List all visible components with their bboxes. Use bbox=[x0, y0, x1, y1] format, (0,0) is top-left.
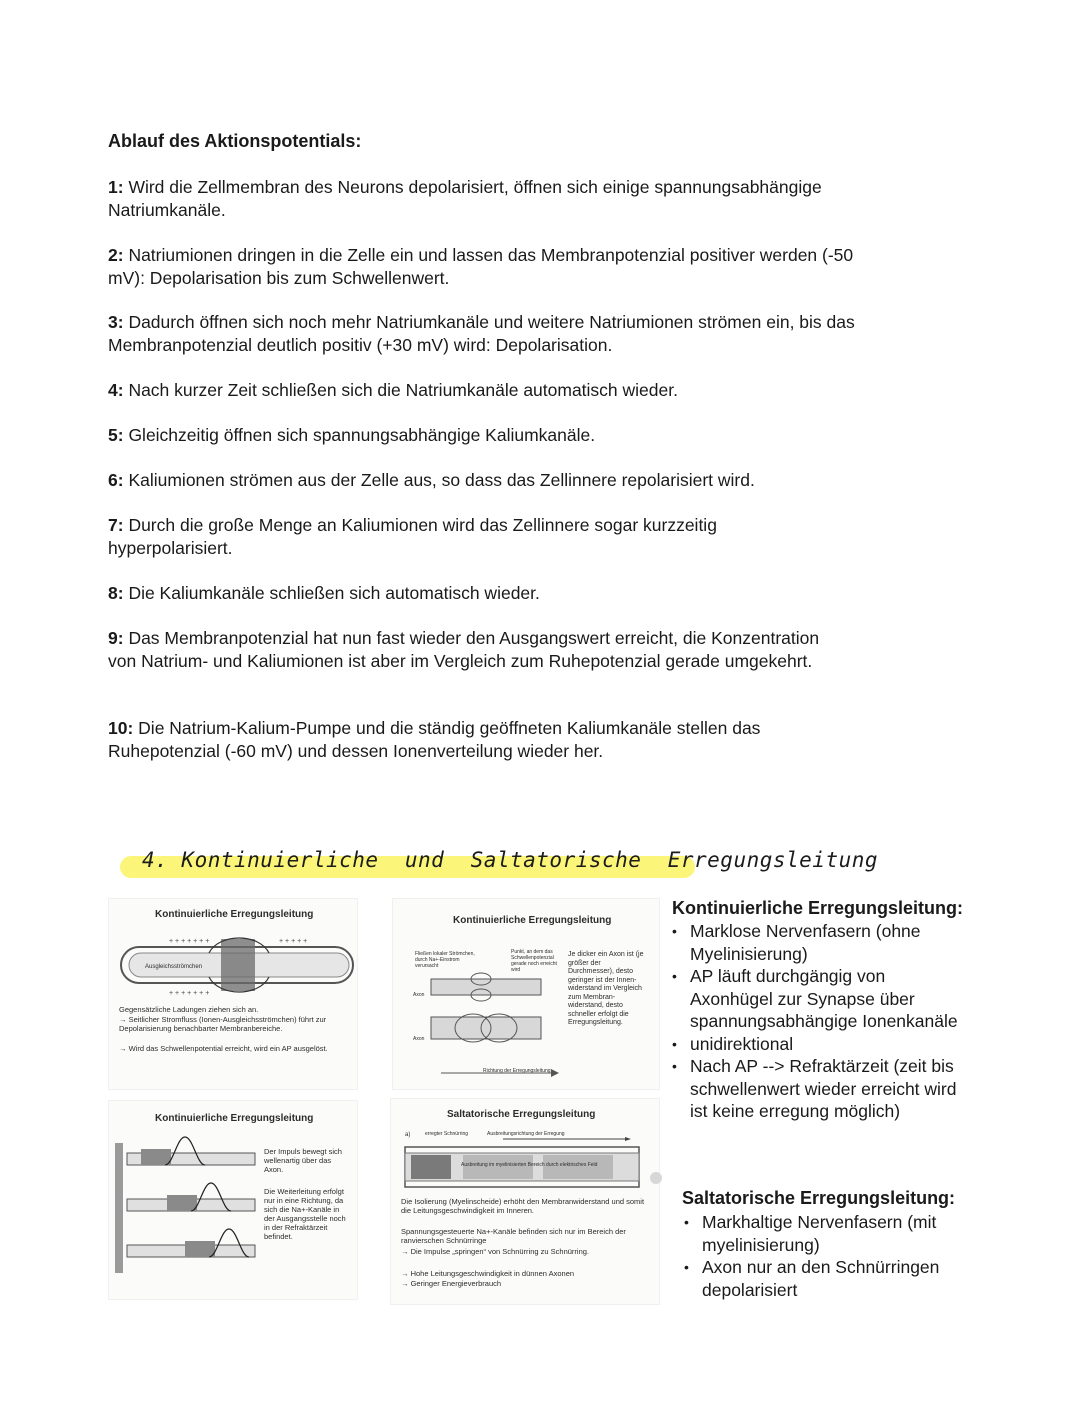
scan-text-3: → Die Impulse „springen“ von Schnürring zu Schnürring. bbox=[401, 1247, 590, 1256]
step-4: 4: Nach kurzer Zeit schließen sich die Natriumkanäle automatisch wieder. bbox=[108, 380, 678, 400]
step-7: 7: Durch die große Menge an Kaliumionen wird das Zellinnere sogar kurzzeitig hyperpolarisiert. bbox=[108, 515, 717, 558]
section-heading bbox=[120, 848, 879, 884]
diagram-label-3: Ausbreitung im myelinisierten Bereich durch elektrisches Feld bbox=[461, 1162, 598, 1168]
scan-text-2: Spannungsgesteuerte Na+-Kanäle befinden sich nur im Bereich der ranvierschen Schnürringe bbox=[401, 1227, 626, 1245]
page-title: Ablauf des Aktionspotentials: bbox=[108, 131, 362, 151]
list-item: • Marklose Nervenfasern (ohne Myelinisierung) bbox=[670, 920, 970, 965]
scan-kontinuierlich-3 bbox=[108, 1100, 358, 1300]
step-3: 3: Dadurch öffnen sich noch mehr Natriumkanäle und weitere Natriumionen strömen ein, bis das Membranpotenzial deutlich positiv (+30 mV) wird: Depolarisation. bbox=[108, 312, 855, 355]
notes-heading-saltatorisch: Saltatorische Erregungsleitung: bbox=[682, 1188, 956, 1208]
axon-label: Axon bbox=[413, 992, 425, 998]
scan-text-4: → Hohe Leitungsgeschwindigkeit in dünnen Axonen bbox=[401, 1269, 575, 1278]
scan-heading: Kontinuierliche Erregungsleitung bbox=[453, 915, 612, 926]
diagram-label-1: Fließen lokaler Strömchen, durch Na+-Einstrom verursacht bbox=[415, 951, 475, 969]
list-item: • unidirektional bbox=[670, 1033, 970, 1056]
scan-kontinuierlich-1 bbox=[108, 898, 358, 1090]
notes-heading-kontinuierlich: Kontinuierliche Erregungsleitung: bbox=[672, 898, 964, 918]
section-heading-text: 4. Kontinuierliche und Saltatorische Erregungsleitung bbox=[142, 848, 879, 872]
step-2: 2: Natriumionen dringen in die Zelle ein und lassen das Membranpotenzial positiver werden (-50 mV): Depolarisation bis zum Schwellenwert. bbox=[108, 245, 854, 288]
step-8: 8: Die Kaliumkanäle schließen sich automatisch wieder. bbox=[108, 583, 540, 603]
scan-kontinuierlich-2 bbox=[392, 898, 660, 1090]
scan-text: Je dicker ein Axon ist (je größer der Durchmesser), desto geringer ist der Innen-widerstand im Vergleich zum Membran-widerstand, desto schneller erfolgt die Erregungsleitung. bbox=[568, 951, 644, 1026]
scan-text-2: → Seitlicher Stromfluss (Ionen-Ausgleichsströmchen) führt zur Depolarisierung benachbarter Membranbereiche. bbox=[119, 1015, 327, 1033]
scan-heading: Saltatorische Erregungsleitung bbox=[447, 1109, 596, 1120]
svg-text:+ + + + + + +: + + + + + + + bbox=[169, 990, 210, 997]
diagram-label-2: Ausbreitungsrichtung der Erregung bbox=[487, 1131, 565, 1137]
scan-text-2: Die Weiterleitung erfolgt nur in eine Richtung, da sich die Na+-Kanäle in der Ausgangsstelle noch in der Refraktärzeit befindet. bbox=[264, 1187, 346, 1241]
scan-text-1: Die Isolierung (Myelinscheide) erhöht den Membranwiderstand und somit die Leitungsgeschwindigkeit im Inneren. bbox=[401, 1197, 645, 1215]
step-10: 10: Die Natrium-Kalium-Pumpe und die ständig geöffneten Kaliumkanäle stellen das Ruhepotenzial (-60 mV) und dessen Ionenverteilung wieder her. bbox=[108, 718, 761, 761]
scan-saltatorisch bbox=[390, 1098, 660, 1305]
list-item: • Markhaltige Nervenfasern (mit myelinisierung) bbox=[682, 1211, 972, 1256]
wave-diagrams bbox=[115, 1133, 265, 1283]
list-item: • AP läuft durchgängig von Axonhügel zur Synapse über spannungsabhängige Ionenkanäle bbox=[670, 965, 970, 1033]
step-1: 1: Wird die Zellmembran des Neurons depolarisiert, öffnen sich einige spannungsabhängige Natriumkanäle. bbox=[108, 177, 822, 220]
scan-heading: Kontinuierliche Erregungsleitung bbox=[155, 909, 314, 920]
scan-text-1: Gegensätzliche Ladungen ziehen sich an. bbox=[119, 1005, 259, 1014]
notes-list-saltatorisch bbox=[682, 1211, 972, 1301]
scan-text-5: → Geringer Energieverbrauch bbox=[401, 1279, 502, 1288]
step-6: 6: Kaliumionen strömen aus der Zelle aus, so dass das Zellinnere repolarisiert wird. bbox=[108, 470, 755, 490]
list-item: • Nach AP --> Refraktärzeit (zeit bis schwellenwert wieder erreicht wird ist keine erregung möglich) bbox=[670, 1055, 970, 1123]
svg-text:+ + + + + + +: + + + + + + + bbox=[169, 938, 210, 945]
step-9: 9: Das Membranpotenzial hat nun fast wieder den Ausgangswert erreicht, die Konzentration von Natrium- und Kaliumionen ist aber im Vergleich zum Ruhepotenzial gerade umgekehrt. bbox=[108, 628, 820, 671]
scan-dot bbox=[650, 1172, 662, 1184]
scan-heading: Kontinuierliche Erregungsleitung bbox=[155, 1113, 314, 1124]
diagram-label-1: erregter Schnürring bbox=[425, 1131, 469, 1137]
step-5: 5: Gleichzeitig öffnen sich spannungsabhängige Kaliumkanäle. bbox=[108, 425, 596, 445]
notes-list-kontinuierlich bbox=[670, 920, 970, 1123]
scan-text-3: → Wird das Schwellenpotential erreicht, wird ein AP ausgelöst. bbox=[119, 1044, 328, 1053]
diagram-label-2: Punkt, an dem das Schwellenpotenzial gerade noch erreicht wird bbox=[511, 949, 557, 973]
scan-text-1: Der Impuls bewegt sich wellenartig über das Axon. bbox=[264, 1147, 342, 1174]
list-item: • Axon nur an den Schnürringen depolarisiert bbox=[682, 1256, 972, 1301]
diagram-label-a: a) bbox=[405, 1132, 411, 1138]
arrow-label: Richtung der Erregungsleitung bbox=[483, 1068, 551, 1074]
diagram-label: Ausgleichsströmchen bbox=[145, 964, 203, 970]
svg-text:+ + + + +: + + + + + bbox=[279, 938, 308, 945]
axon-label: Axon bbox=[413, 1036, 425, 1042]
